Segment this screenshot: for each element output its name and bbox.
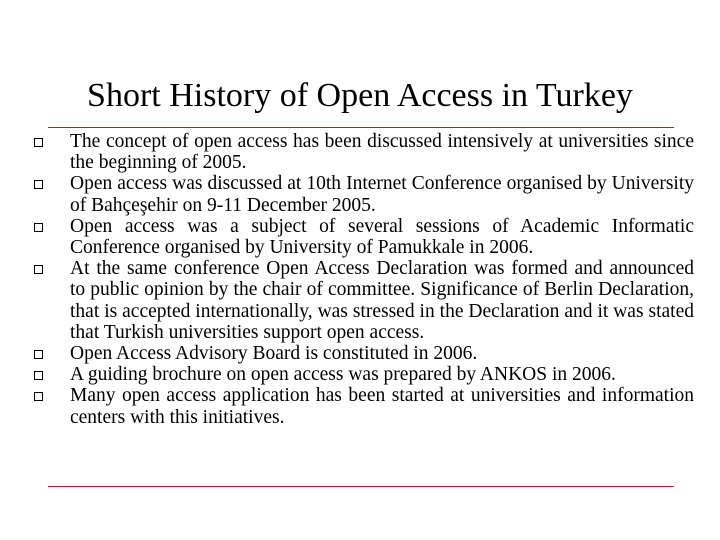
bullet-item — [30, 258, 694, 343]
hollow-square-bullet-icon — [34, 138, 43, 147]
hollow-square-bullet-icon — [34, 223, 43, 232]
bottom-divider — [48, 486, 674, 487]
bullet-item — [30, 131, 694, 173]
hollow-square-bullet-icon — [34, 350, 43, 359]
bullet-text: Open access was discussed at 10th Internet Conference organised by University of Bahçeşehir on 9-11 December 2005. — [70, 173, 694, 216]
slide-title: Short History of Open Access in Turkey — [87, 77, 633, 114]
hollow-square-bullet-icon — [34, 180, 43, 189]
bullet-item — [30, 385, 694, 427]
bullet-text: At the same conference Open Access Declaration was formed and announced to public opinion by the chair of committee. Significance of Berlin Declaration, that is accepted internationally, was stressed in the Declaration and it was stated that Turkish universities support open access. — [70, 258, 694, 343]
hollow-square-bullet-icon — [34, 371, 43, 380]
bullet-text: Open access was a subject of several sessions of Academic Informatic Conference organised by University of Pamukkale in 2006. — [70, 215, 694, 259]
bullet-text: The concept of open access has been discussed intensively at universities since the beginning of 2005. — [70, 131, 694, 174]
bullet-item — [30, 173, 694, 215]
title-divider — [48, 127, 674, 128]
bullet-item — [30, 364, 694, 385]
hollow-square-bullet-icon — [34, 265, 43, 274]
bullet-item — [30, 343, 694, 364]
bullet-list — [30, 131, 694, 428]
bullet-text: Many open access application has been started at universities and information centers with this initiatives. — [70, 385, 694, 428]
bullet-item — [30, 216, 694, 258]
bullet-text: A guiding brochure on open access was prepared by ANKOS in 2006. — [70, 364, 616, 386]
bullet-text: Open Access Advisory Board is constituted in 2006. — [70, 343, 478, 365]
hollow-square-bullet-icon — [34, 392, 43, 401]
